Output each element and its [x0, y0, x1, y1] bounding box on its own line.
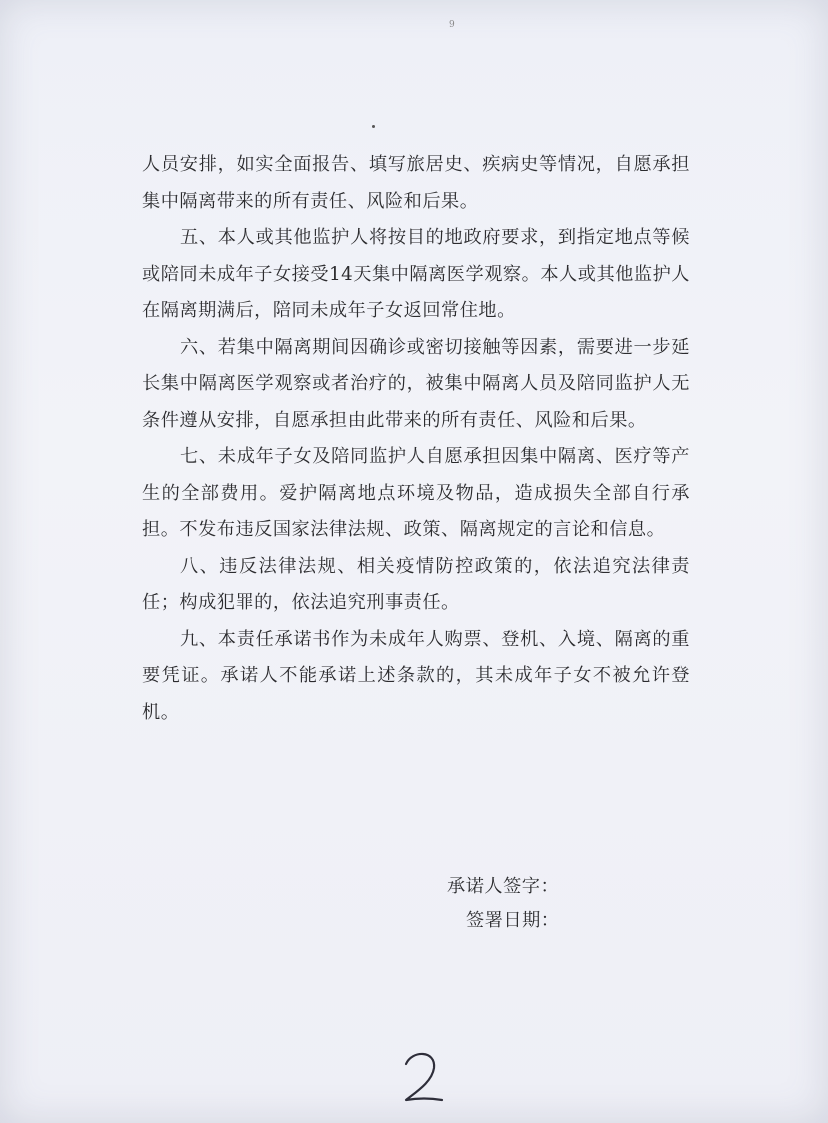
signing-date-label: 签署日期：	[466, 910, 560, 931]
ink-dot	[372, 125, 375, 128]
paragraph-clause-8: 八、违反法律法规、相关疫情防控政策的，依法追究法律责任；构成犯罪的，依法追究刑事责任。	[142, 555, 690, 613]
paragraph-clause-6: 六、若集中隔离期间因确诊或密切接触等因素，需要进一步延长集中隔离医学观察或者治疗的，被集中隔离人员及陪同监护人无条件遵从安排，自愿承担由此带来的所有责任、风险和后果。	[142, 336, 690, 431]
commitment-body	[142, 147, 690, 731]
paragraph-clause-7: 七、未成年子女及陪同监护人自愿承担因集中隔离、医疗等产生的全部费用。爱护隔离地点环境及物品，造成损失全部自行承担。不发布违反国家法律法规、政策、隔离规定的言论和信息。	[142, 446, 690, 540]
handwritten-page-number	[398, 1048, 448, 1108]
paragraph-clause-5: 五、本人或其他监护人将按目的地政府要求，到指定地点等候或陪同未成年子女接受14天集中隔离医学观察。本人或其他监护人在隔离期满后，陪同未成年子女返回常住地。	[142, 227, 690, 321]
signer-signature-label: 承诺人签字：	[447, 876, 560, 897]
corner-mark: 9	[449, 20, 455, 30]
paragraph-clause-9: 九、本责任承诺书作为未成年人购票、登机、入境、隔离的重要凭证。承诺人不能承诺上述条款的，其未成年子女不被允许登机。	[142, 628, 690, 723]
paragraph-continuation: 人员安排，如实全面报告、填写旅居史、疾病史等情况，自愿承担集中隔离带来的所有责任、风险和后果。	[142, 154, 690, 212]
